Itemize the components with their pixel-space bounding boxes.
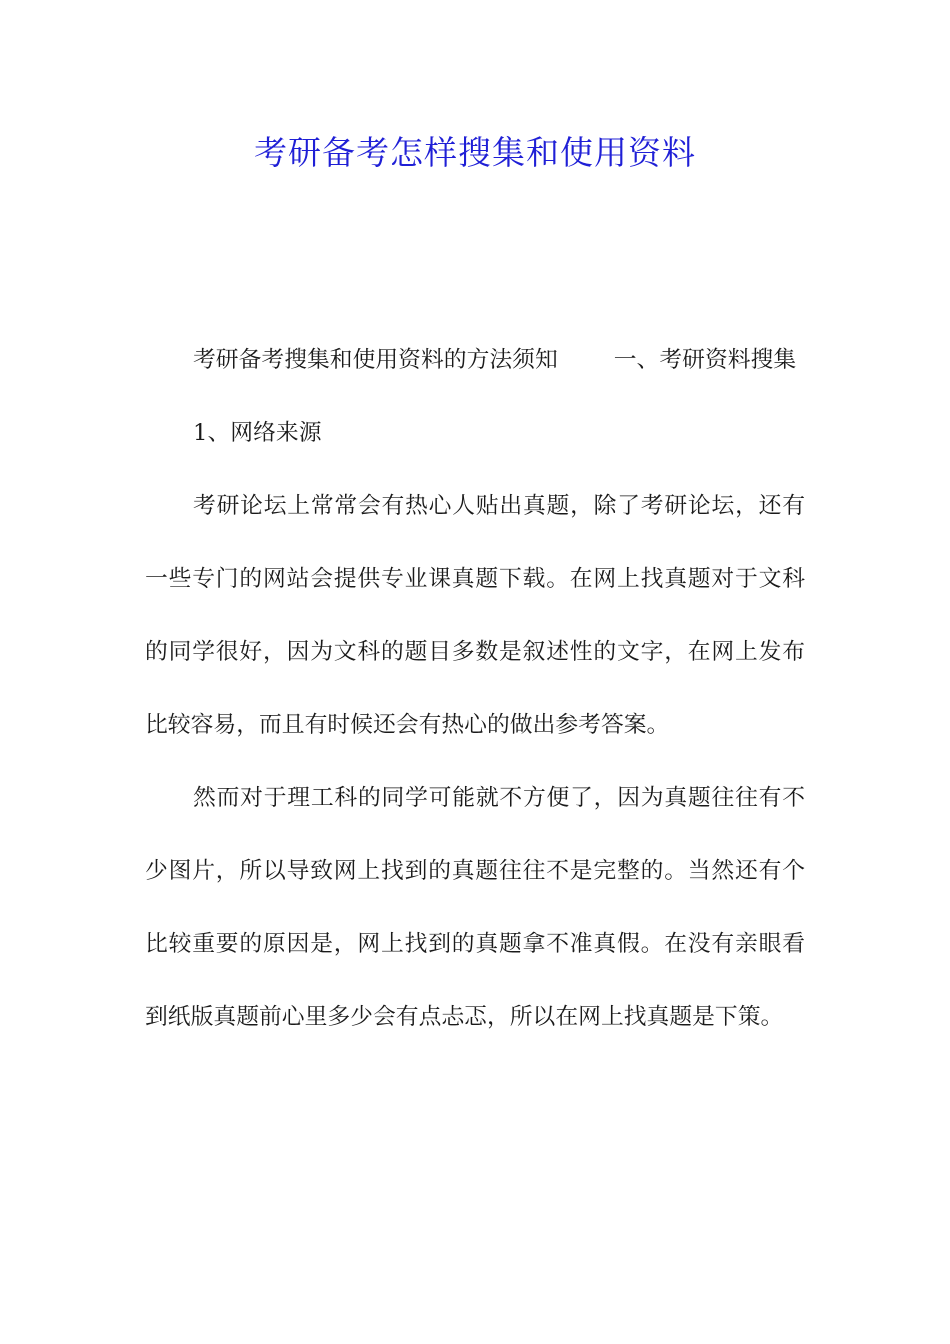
paragraph-forum: 考研论坛上常常会有热心人贴出真题，除了考研论坛，还有一些专门的网站会提供专业课真题下载。在网上找真题对于文科的同学很好，因为文科的题目多数是叙述性的文字，在网上发布比较容易，而且有时候还会有热心的做出参考答案。	[145, 493, 805, 738]
intro-text: 考研备考搜集和使用资料的方法须知	[193, 347, 558, 373]
paragraph-science: 然而对于理工科的同学可能就不方便了，因为真题往往有不少图片，所以导致网上找到的真题往往不是完整的。当然还有个比较重要的原因是，网上找到的真题拿不准真假。在没有亲眼看到纸版真题前心里多少会有点忐忑，所以在网上找真题是下策。	[145, 785, 805, 1030]
section-heading: 一、考研资料搜集	[613, 347, 797, 373]
paragraph-intro	[145, 324, 805, 397]
document-title: 考研备考怎样搜集和使用资料	[254, 133, 696, 172]
subheading-network-sources: 1、网络来源	[193, 420, 322, 446]
document-body	[145, 324, 805, 1054]
